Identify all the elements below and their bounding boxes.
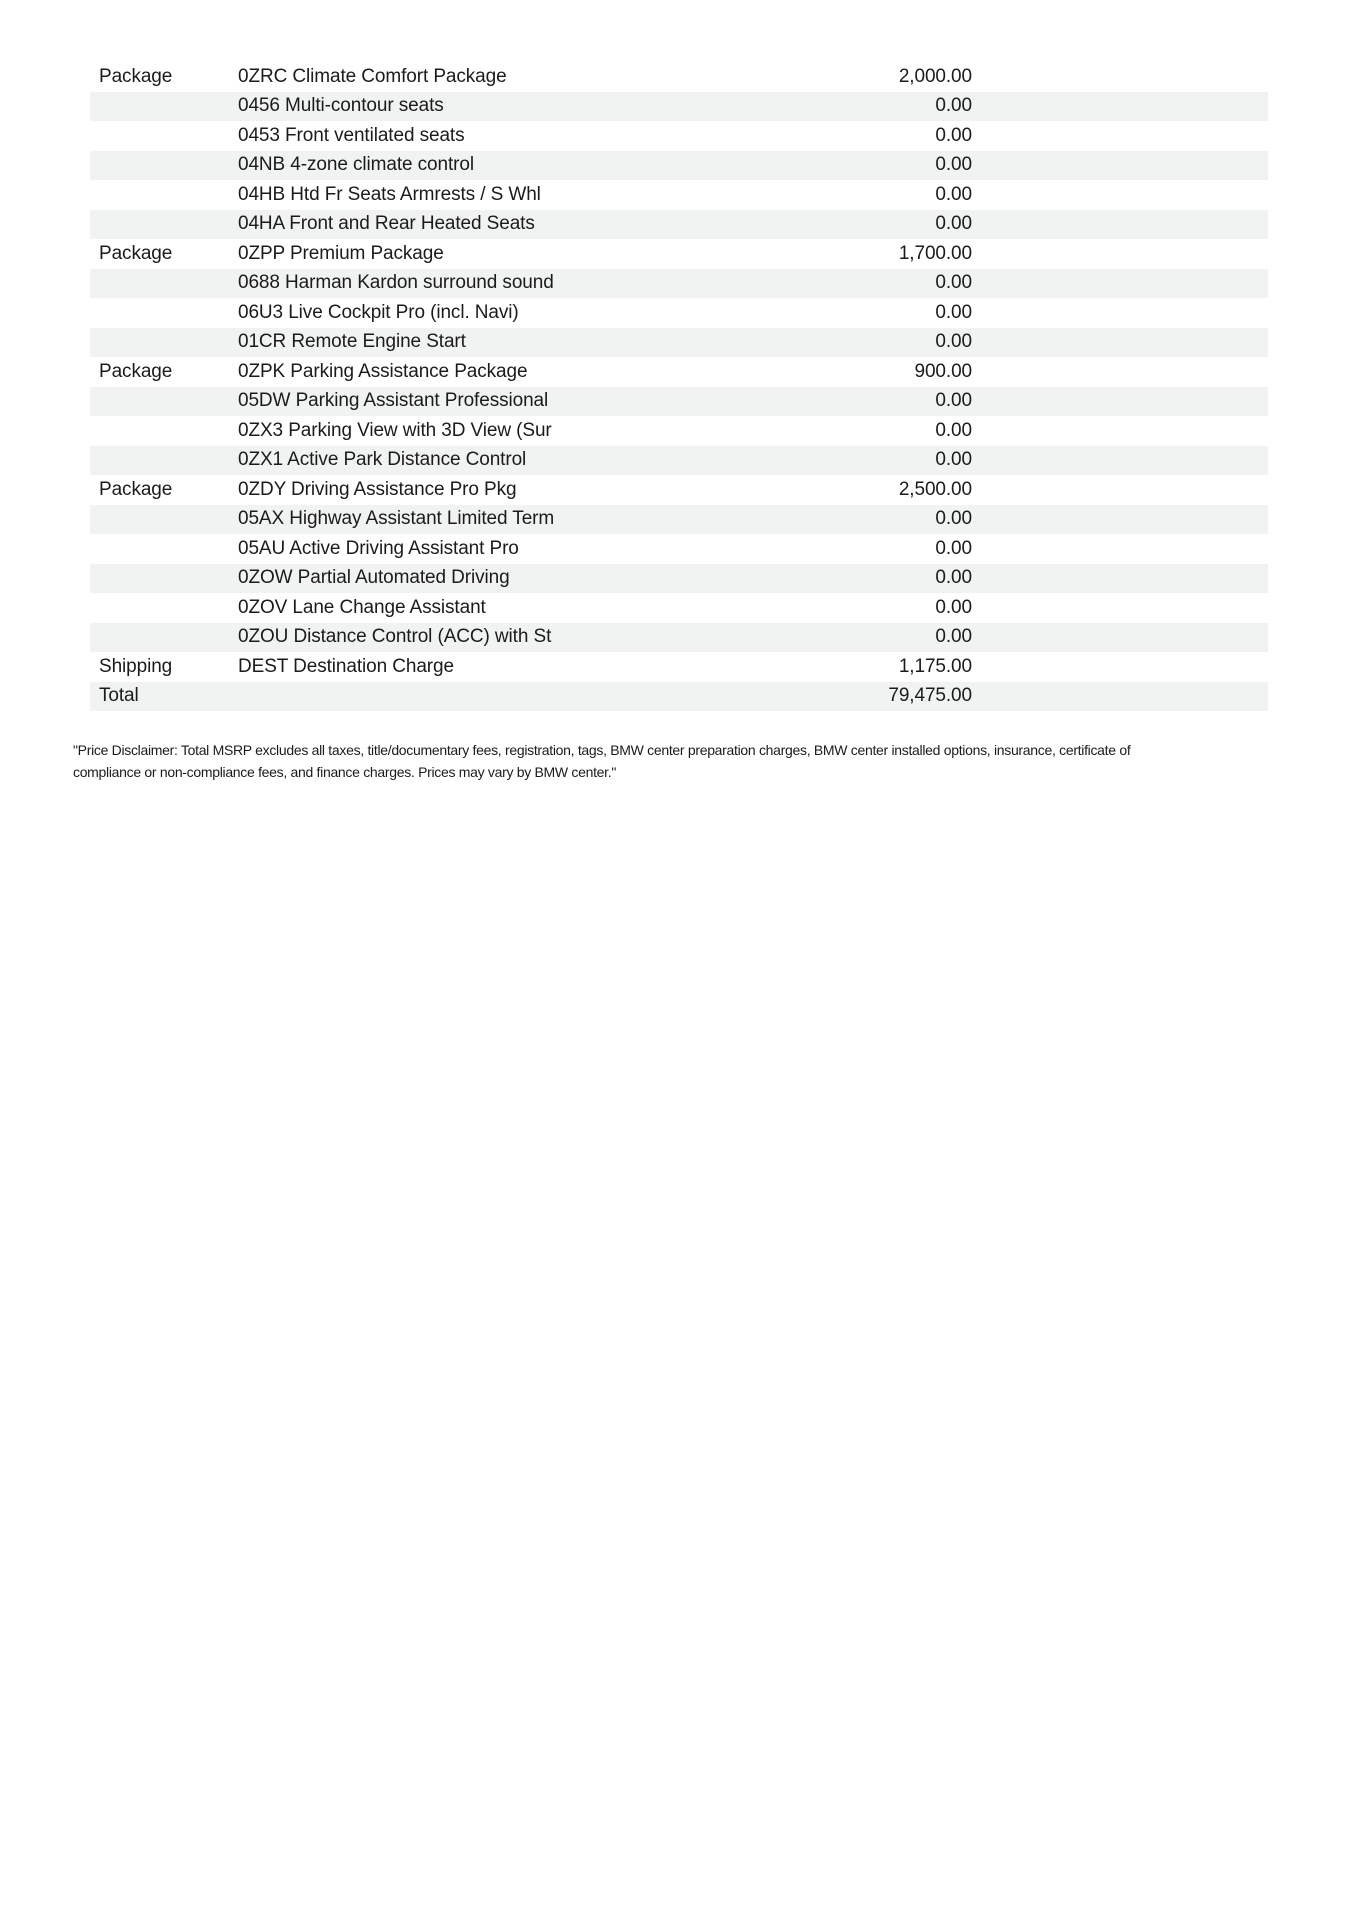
row-description-cell: 0688 Harman Kardon surround sound: [238, 272, 554, 294]
table-row: [90, 121, 1268, 151]
table-row: [90, 151, 1268, 181]
table-row: [90, 210, 1268, 240]
table-row: [90, 357, 1268, 387]
row-price-cell: 2,000.00: [898, 65, 972, 87]
row-price-cell: 1,175.00: [898, 655, 972, 677]
table-row: [90, 534, 1268, 564]
row-price-cell: 0.00: [935, 95, 972, 117]
row-price-cell: 0.00: [935, 301, 972, 323]
row-description-cell: 05AX Highway Assistant Limited Term: [238, 508, 555, 530]
row-price-cell: 0.00: [935, 154, 972, 176]
row-price-cell: 0.00: [935, 449, 972, 471]
row-type-cell: Shipping: [99, 655, 173, 677]
row-type-cell: Package: [99, 360, 173, 382]
row-price-cell: 0.00: [935, 508, 972, 530]
row-type-cell: Package: [99, 478, 173, 500]
row-price-cell: 0.00: [935, 567, 972, 589]
price-table: [90, 62, 1268, 711]
row-price-cell: 0.00: [935, 390, 972, 412]
row-price-cell: 0.00: [935, 331, 972, 353]
row-description-cell: 0ZX1 Active Park Distance Control: [238, 449, 527, 471]
table-row: [90, 564, 1268, 594]
row-description-cell: 0ZDY Driving Assistance Pro Pkg: [238, 478, 517, 500]
row-type-cell: Package: [99, 65, 173, 87]
price-disclaimer: "Price Disclaimer: Total MSRP excludes all taxes, title/documentary fees, registration, tags, BMW center preparation charges, BMW center installed options, insurance, certificate of compliance or non-compliance fees, and finance charges. Prices may vary by BMW center.": [73, 742, 1131, 780]
row-price-cell: 79,475.00: [888, 685, 972, 707]
table-row: [90, 387, 1268, 417]
table-row: [90, 180, 1268, 210]
row-description-cell: 0ZOU Distance Control (ACC) with St: [238, 626, 552, 648]
row-description-cell: 05DW Parking Assistant Professional: [238, 390, 549, 412]
row-description-cell: 04HA Front and Rear Heated Seats: [238, 213, 535, 235]
table-row: [90, 505, 1268, 535]
row-description-cell: 0456 Multi-contour seats: [238, 95, 444, 117]
row-description-cell: DEST Destination Charge: [238, 655, 454, 677]
row-price-cell: 2,500.00: [898, 478, 972, 500]
row-description-cell: 04NB 4-zone climate control: [238, 154, 474, 176]
row-type-cell: Package: [99, 242, 173, 264]
row-price-cell: 0.00: [935, 537, 972, 559]
row-price-cell: 1,700.00: [898, 242, 972, 264]
table-row: [90, 593, 1268, 623]
row-price-cell: 0.00: [935, 596, 972, 618]
row-description-cell: 0ZX3 Parking View with 3D View (Sur: [238, 419, 552, 441]
row-description-cell: 0ZPP Premium Package: [238, 242, 444, 264]
row-price-cell: 0.00: [935, 419, 972, 441]
row-price-cell: 0.00: [935, 626, 972, 648]
row-description-cell: 0ZOW Partial Automated Driving: [238, 567, 510, 589]
row-price-cell: 0.00: [935, 124, 972, 146]
table-row: [90, 416, 1268, 446]
table-row: [90, 446, 1268, 476]
table-row: [90, 682, 1268, 712]
row-description-cell: 0ZRC Climate Comfort Package: [238, 65, 507, 87]
table-row: [90, 623, 1268, 653]
table-row: [90, 328, 1268, 358]
row-description-cell: 0ZOV Lane Change Assistant: [238, 596, 486, 618]
row-price-cell: 0.00: [935, 183, 972, 205]
table-row: [90, 62, 1268, 92]
row-description-cell: 05AU Active Driving Assistant Pro: [238, 537, 519, 559]
table-row: [90, 269, 1268, 299]
row-description-cell: 06U3 Live Cockpit Pro (incl. Navi): [238, 301, 519, 323]
table-row: [90, 652, 1268, 682]
row-description-cell: 04HB Htd Fr Seats Armrests / S Whl: [238, 183, 541, 205]
row-description-cell: 0453 Front ventilated seats: [238, 124, 465, 146]
row-price-cell: 900.00: [914, 360, 972, 382]
table-row: [90, 475, 1268, 505]
row-description-cell: 0ZPK Parking Assistance Package: [238, 360, 528, 382]
table-row: [90, 92, 1268, 122]
table-row: [90, 239, 1268, 269]
row-price-cell: 0.00: [935, 272, 972, 294]
row-price-cell: 0.00: [935, 213, 972, 235]
row-description-cell: 01CR Remote Engine Start: [238, 331, 466, 353]
row-type-cell: Total: [99, 685, 139, 707]
table-row: [90, 298, 1268, 328]
